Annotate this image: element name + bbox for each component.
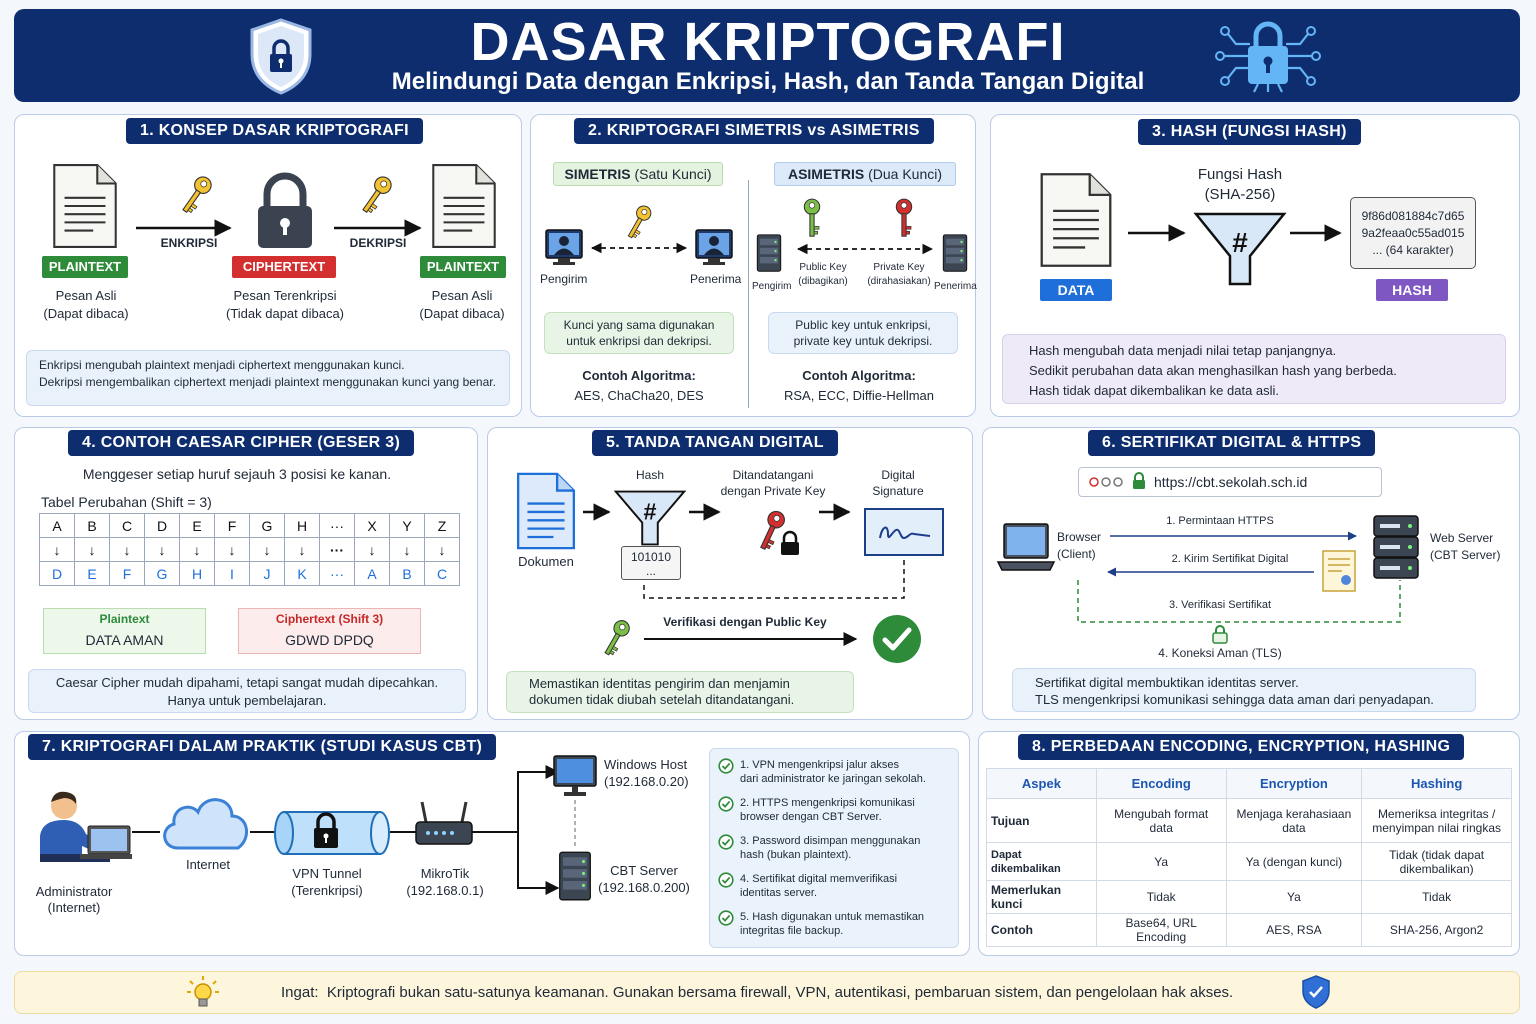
- desc-text: (Dapat dibaca): [43, 306, 129, 321]
- shift-cell: ···: [320, 538, 355, 562]
- table-header-cell: Aspek: [987, 769, 1097, 799]
- note-line: dokumen tidak diubah setelah ditandatangani.: [529, 692, 795, 707]
- asym-rest: (Dua Kunci): [864, 166, 943, 182]
- padlock-icon: [780, 530, 800, 556]
- note-line: TLS mengenkripsi komunikasi sehingga data aman dari penyadapan.: [1035, 692, 1434, 707]
- shift-cell: A: [40, 514, 75, 538]
- document-icon: [431, 163, 497, 249]
- windows-label: (192.168.0.20): [604, 774, 689, 789]
- checklist-line: 2. HTTPS mengenkripsi komunikasi: [740, 797, 915, 809]
- divider: [748, 180, 749, 408]
- binary-text: ...: [645, 564, 656, 578]
- shift-cell: I: [215, 562, 250, 586]
- checklist-line: 3. Password disimpan menggunakan: [740, 835, 921, 847]
- verify-flow: [640, 558, 906, 602]
- asymmetric-label: [774, 162, 956, 186]
- checklist-line: 5. Hash digunakan untuk memastikan: [740, 911, 925, 923]
- panel-8-title: 8. PERBEDAAN ENCODING, ENCRYPTION, HASHING: [1018, 734, 1464, 760]
- note-line: untuk enkripsi dan dekripsi.: [566, 334, 712, 348]
- note-line: Hash mengubah data menjadi nilai tetap panjangnya.: [1029, 343, 1337, 358]
- document-icon: [516, 472, 576, 550]
- ciphertext-label: Ciphertext (Shift 3): [275, 612, 384, 626]
- checklist-line: dari administrator ke jaringan sekolah.: [740, 773, 926, 785]
- shift-cell: Z: [425, 514, 460, 538]
- admin-label: (Internet): [47, 900, 101, 915]
- footer-text: [281, 984, 1233, 1002]
- document-icon: [52, 163, 118, 249]
- note-line: Dekripsi mengembalikan ciphertext menjadi plaintext menggunakan kunci yang benar.: [39, 375, 496, 389]
- windows-label: Windows Host: [604, 757, 688, 772]
- comparison-table: [986, 768, 1512, 947]
- shift-cell: B: [390, 562, 425, 586]
- plaintext-value: DATA AMAN: [85, 632, 164, 648]
- checklist-line: browser dengan CBT Server.: [740, 811, 882, 823]
- decrypt-label: DEKRIPSI: [349, 236, 407, 250]
- table-header-cell: Hashing: [1362, 769, 1512, 799]
- hash-func-sub: (SHA-256): [1204, 186, 1276, 203]
- note-line: Public key untuk enkripsi,: [795, 318, 931, 332]
- checklist-line: 4. Sertifikat digital memverifikasi: [740, 873, 898, 885]
- shift-cell: ↓: [145, 538, 180, 562]
- hash-line: 9f86d081884c7d65: [1361, 209, 1465, 223]
- note-line: Memastikan identitas pengirim dan menjamin: [529, 676, 790, 691]
- arrow: [582, 506, 612, 518]
- table-cell: Mengubah format data: [1096, 799, 1226, 843]
- shift-cell: H: [285, 514, 320, 538]
- shift-cell: J: [250, 562, 285, 586]
- arrow-encrypt: [134, 221, 234, 235]
- hash-func-label: Fungsi Hash: [1197, 166, 1283, 183]
- hash-badge: HASH: [1376, 279, 1448, 301]
- server-icon: [1372, 514, 1420, 580]
- table-cell: Memeriksa integritas / menyimpan nilai ringkas: [1362, 799, 1512, 843]
- signed-label: Ditandatangani: [732, 468, 814, 482]
- receiver-label: Penerima: [934, 281, 977, 292]
- plaintext-badge: PLAINTEXT: [42, 256, 128, 278]
- page-title: DASAR KRIPTOGRAFI: [470, 12, 1066, 72]
- funnel-hash-icon: [1194, 212, 1286, 288]
- vpn-label: VPN Tunnel: [292, 866, 362, 881]
- encrypt-label: ENKRIPSI: [160, 236, 218, 250]
- note-line: Caesar Cipher mudah dipahami, tetapi sangat mudah dipecahkan.: [55, 675, 439, 690]
- arrow: [688, 506, 722, 518]
- alg-label: Contoh Algoritma:: [582, 368, 696, 383]
- table-cell: Contoh: [987, 914, 1097, 947]
- plaintext-badge: PLAINTEXT: [420, 256, 506, 278]
- note-line: Enkripsi mengubah plaintext menjadi ciphertext menggunakan kunci.: [39, 358, 405, 372]
- data-badge: DATA: [1040, 279, 1112, 301]
- step-label: 2. Kirim Sertifikat Digital: [1171, 553, 1289, 565]
- funnel-hash-icon: [614, 490, 686, 546]
- key-icon: [596, 612, 636, 664]
- note-line: Sertifikat digital membuktikan identitas server.: [1035, 675, 1299, 690]
- info-note: [1002, 334, 1506, 404]
- shift-cell: E: [180, 514, 215, 538]
- shift-cell: Y: [390, 514, 425, 538]
- arrow: [1104, 566, 1316, 578]
- sym-rest: (Satu Kunci): [630, 166, 712, 182]
- page-subtitle: Melindungi Data dengan Enkripsi, Hash, dan Tanda Tangan Digital: [391, 68, 1145, 95]
- info-note: [1012, 668, 1476, 712]
- signature-icon: [864, 508, 944, 556]
- table-label: Tabel Perubahan (Shift = 3): [41, 494, 212, 510]
- desc-text: (Tidak dapat dibaca): [225, 306, 345, 321]
- shift-cell: F: [215, 514, 250, 538]
- hash-line: ... (64 karakter): [1372, 243, 1454, 257]
- shift-table: [39, 513, 460, 586]
- hash-label: Hash: [635, 468, 664, 482]
- desc-text: (Dapat dibaca): [419, 306, 505, 321]
- checklist-item: [718, 758, 954, 796]
- pubkey-sub: (dibagikan): [798, 276, 848, 287]
- padlock-icon: [1132, 472, 1146, 490]
- padlock-icon: [254, 170, 316, 250]
- alg-label: Contoh Algoritma:: [802, 368, 916, 383]
- arrow: [1108, 530, 1360, 542]
- shift-cell: ↓: [110, 538, 145, 562]
- table-cell: SHA-256, Argon2: [1362, 914, 1512, 947]
- arrow-decrypt: [332, 221, 424, 235]
- sender-label: Pengirim: [540, 272, 588, 286]
- shift-cell: ↓: [390, 538, 425, 562]
- symmetric-label: [553, 162, 723, 186]
- padlock-icon: [1212, 624, 1228, 644]
- desc-text: Pesan Asli: [55, 288, 117, 303]
- checklist-item: [718, 910, 954, 948]
- pubkey-label: Public Key: [799, 262, 847, 273]
- shift-cell: E: [75, 562, 110, 586]
- verify-label: Verifikasi dengan Public Key: [663, 615, 827, 629]
- dashed-arrow: [588, 242, 690, 254]
- shift-cell: C: [425, 562, 460, 586]
- shift-cell: ↓: [215, 538, 250, 562]
- admin-label: Administrator: [35, 884, 113, 899]
- checkmark-icon: [872, 614, 922, 664]
- info-note: [26, 350, 510, 406]
- desc-text: Pesan Terenkripsi: [233, 288, 337, 303]
- caesar-desc: Menggeser setiap huruf sejauh 3 posisi ke kanan.: [82, 466, 392, 482]
- cloud-icon: [156, 788, 254, 852]
- branch-lines: [472, 770, 562, 900]
- arrow: [642, 632, 860, 646]
- dashed-arrow: [794, 243, 936, 255]
- note-line: Sedikit perubahan data akan menghasilkan hash yang berbeda.: [1029, 363, 1397, 378]
- shift-row: [40, 562, 460, 586]
- table-row: [987, 881, 1512, 914]
- panel-4-title: 4. CONTOH CAESAR CIPHER (GESER 3): [68, 430, 414, 456]
- panel-2-title: 2. KRIPTOGRAFI SIMETRIS vs ASIMETRIS: [574, 118, 934, 144]
- shift-cell: G: [145, 562, 180, 586]
- checklist-line: hash (bukan plaintext).: [740, 849, 852, 861]
- table-header-cell: Encoding: [1096, 769, 1226, 799]
- arrow: [818, 506, 852, 518]
- table-header-row: [987, 769, 1512, 799]
- checkmark-icon: [718, 796, 734, 812]
- vpn-tunnel-icon: [274, 808, 392, 858]
- monitor-icon: [552, 754, 598, 800]
- hash-line: 9a2feaa0c55ad015: [1361, 226, 1465, 240]
- shift-cell: H: [180, 562, 215, 586]
- shift-cell: D: [40, 562, 75, 586]
- server-label: (CBT Server): [1430, 548, 1501, 562]
- user-monitor-icon: [544, 228, 584, 268]
- step-label: 3. Verifikasi Sertifikat: [1168, 599, 1272, 611]
- table-cell: Tidak: [1362, 881, 1512, 914]
- cbt-label: CBT Server: [610, 863, 678, 878]
- url-text[interactable]: https://cbt.sekolah.sch.id: [1154, 474, 1308, 490]
- sym-note: [544, 312, 734, 354]
- server-icon: [942, 232, 968, 274]
- privkey-sub: (dirahasiakan): [867, 276, 931, 287]
- key-icon: [356, 170, 396, 220]
- table-cell: Tujuan: [987, 799, 1097, 843]
- shift-cell: ↓: [425, 538, 460, 562]
- key-icon: [890, 194, 918, 246]
- mikrotik-label: MikroTik: [420, 866, 470, 881]
- key-icon: [176, 170, 216, 220]
- sym-bold: SIMETRIS: [564, 166, 631, 182]
- table-row: [987, 843, 1512, 881]
- vpn-label: (Terenkripsi): [291, 883, 363, 898]
- table-cell: Tidak (tidak dapat dikembalikan): [1362, 843, 1512, 881]
- browser-label: Browser: [1057, 530, 1102, 544]
- key-icon: [798, 194, 826, 246]
- table-cell: Dapat dikembalikan: [987, 843, 1097, 881]
- info-note: [28, 669, 466, 713]
- note-line: Hanya untuk pembelajaran.: [167, 693, 327, 708]
- browser-label: (Client): [1057, 547, 1096, 561]
- svg-text:#: #: [643, 498, 657, 525]
- table-row: [987, 799, 1512, 843]
- user-monitor-icon: [694, 228, 734, 268]
- laptop-icon: [996, 522, 1056, 574]
- shift-cell: ↓: [285, 538, 320, 562]
- shift-cell: G: [250, 514, 285, 538]
- line: [390, 830, 416, 834]
- mikrotik-label: (192.168.0.1): [406, 883, 484, 898]
- checklist-line: identitas server.: [740, 887, 818, 899]
- shift-cell: ↓: [40, 538, 75, 562]
- table-row: [987, 914, 1512, 947]
- svg-text:#: #: [1232, 227, 1248, 258]
- table-cell: Menjaga kerahasiaan data: [1226, 799, 1362, 843]
- privkey-label: Private Key: [873, 262, 925, 273]
- table-cell: Memerlukan kunci: [987, 881, 1097, 914]
- checkmark-icon: [718, 910, 734, 926]
- shield-lock-icon: [246, 16, 316, 96]
- ciphertext-badge: CIPHERTEXT: [232, 256, 336, 278]
- footer-message: Kriptografi bukan satu-satunya keamanan. Gunakan bersama firewall, VPN, autentikasi, pembaruan sistem, dan pengelolaan hak akses.: [326, 984, 1234, 1001]
- note-line: private key untuk dekripsi.: [793, 334, 933, 348]
- shift-cell: D: [145, 514, 180, 538]
- checklist: [718, 758, 954, 948]
- shift-cell: ···: [320, 514, 355, 538]
- checklist-item: [718, 872, 954, 910]
- dashed-link: [573, 800, 577, 848]
- shift-cell: ···: [320, 562, 355, 586]
- info-note: [506, 671, 854, 713]
- sig-label: Digital: [881, 468, 915, 482]
- checklist-line: integritas file backup.: [740, 925, 844, 937]
- server-icon: [558, 846, 592, 906]
- asym-algs: RSA, ECC, Diffie-Hellman: [783, 388, 935, 403]
- shift-row: [40, 514, 460, 538]
- table-cell: Ya: [1096, 843, 1226, 881]
- table-cell: Ya: [1226, 881, 1362, 914]
- checklist-item: [718, 796, 954, 834]
- arrow: [1126, 226, 1188, 240]
- cbt-label: (192.168.0.200): [598, 880, 690, 895]
- receiver-label: Penerima: [690, 272, 742, 286]
- server-icon: [756, 232, 782, 274]
- table-cell: Ya (dengan kunci): [1226, 843, 1362, 881]
- sig-label: Signature: [872, 484, 924, 498]
- step-label: 4. Koneksi Aman (TLS): [1158, 646, 1282, 660]
- checkmark-icon: [718, 834, 734, 850]
- table-cell: AES, RSA: [1226, 914, 1362, 947]
- checkmark-icon: [718, 758, 734, 774]
- plaintext-label: Plaintext: [99, 612, 150, 626]
- shift-cell: K: [285, 562, 320, 586]
- checklist-item: [718, 834, 954, 872]
- arrow: [1288, 226, 1344, 240]
- panel-3-title: 3. HASH (FUNGSI HASH): [1138, 119, 1361, 145]
- signed-label: dengan Private Key: [720, 484, 826, 498]
- shift-cell: ↓: [355, 538, 390, 562]
- checkmark-icon: [718, 872, 734, 888]
- shield-check-icon: [1300, 974, 1332, 1010]
- window-dots-icon: [1089, 476, 1125, 488]
- router-icon: [414, 798, 474, 854]
- shift-cell: F: [110, 562, 145, 586]
- internet-label: Internet: [185, 857, 231, 872]
- document-icon: [1038, 172, 1114, 268]
- doc-label: Dokumen: [518, 554, 574, 569]
- shift-cell: B: [75, 514, 110, 538]
- table-cell: Tidak: [1096, 881, 1226, 914]
- asym-bold: ASIMETRIS: [787, 166, 865, 182]
- asym-note: [768, 312, 958, 354]
- ciphertext-value: GDWD DPDQ: [285, 632, 374, 648]
- shift-cell: X: [355, 514, 390, 538]
- shift-cell: A: [355, 562, 390, 586]
- checklist-line: 1. VPN mengenkripsi jalur akses: [740, 759, 899, 771]
- desc-text: Pesan Asli: [431, 288, 493, 303]
- panel-1-title: 1. KONSEP DASAR KRIPTOGRAFI: [126, 118, 423, 144]
- shift-cell: ↓: [75, 538, 110, 562]
- circuit-lock-icon: [1210, 16, 1326, 96]
- key-icon: [620, 200, 656, 246]
- sender-label: Pengirim: [752, 281, 792, 292]
- footer-label: Ingat:: [281, 984, 319, 1001]
- admin-laptop-icon: [34, 788, 134, 878]
- panel-6-title: 6. SERTIFIKAT DIGITAL & HTTPS: [1088, 430, 1375, 456]
- sym-algs: AES, ChaCha20, DES: [574, 388, 704, 403]
- table-header-cell: Encryption: [1226, 769, 1362, 799]
- binary-text: 101010: [630, 550, 672, 564]
- shift-row: [40, 538, 460, 562]
- note-line: Kunci yang sama digunakan: [563, 318, 715, 332]
- panel-7-title: 7. KRIPTOGRAFI DALAM PRAKTIK (STUDI KASUS CBT): [28, 734, 496, 760]
- note-line: Hash tidak dapat dikembalikan ke data asli.: [1029, 383, 1280, 398]
- server-label: Web Server: [1430, 531, 1494, 545]
- lightbulb-icon: [186, 975, 220, 1011]
- panel-5-title: 5. TANDA TANGAN DIGITAL: [592, 430, 838, 456]
- step-label: 1. Permintaan HTTPS: [1166, 515, 1274, 527]
- shift-cell: ↓: [180, 538, 215, 562]
- table-cell: Base64, URL Encoding: [1096, 914, 1226, 947]
- shift-cell: C: [110, 514, 145, 538]
- shift-cell: ↓: [250, 538, 285, 562]
